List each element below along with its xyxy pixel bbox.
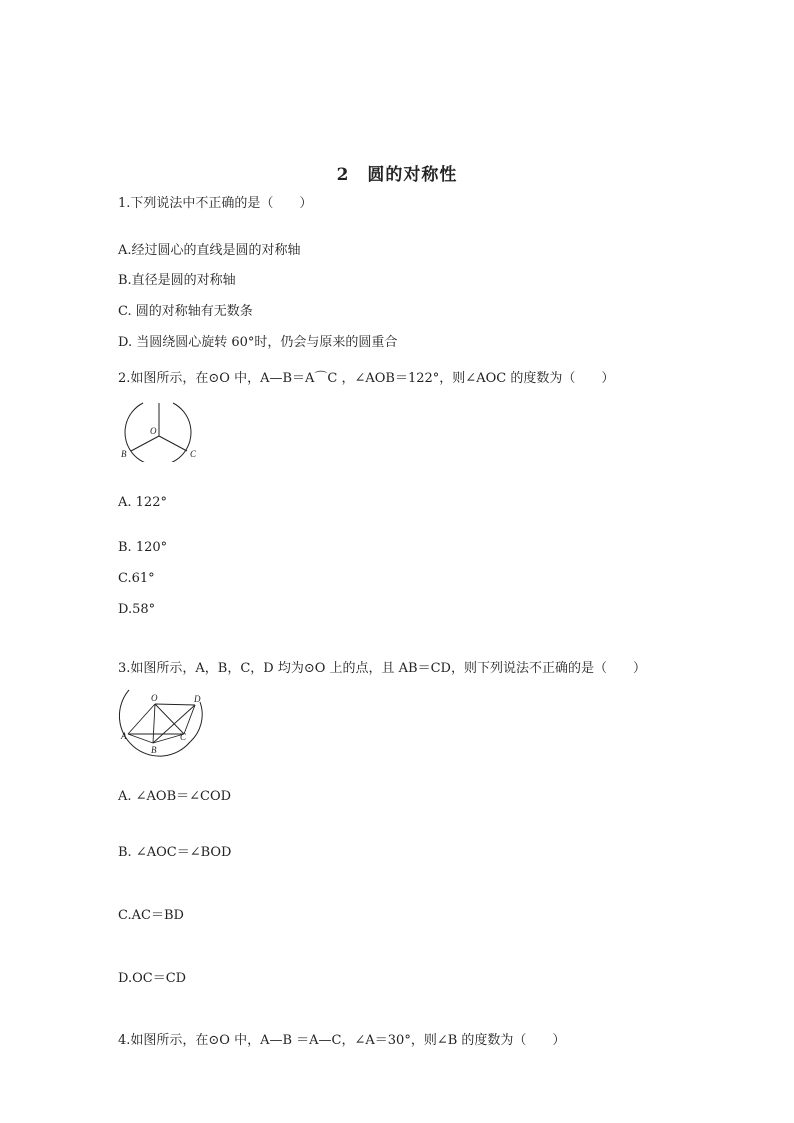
question-2-option-b: B. 120° bbox=[118, 540, 168, 555]
question-3-figure bbox=[118, 688, 210, 762]
figure-label-b: B bbox=[121, 449, 127, 459]
figure-label-b: B bbox=[151, 745, 157, 755]
figure-label-o: O bbox=[151, 693, 158, 703]
question-2-figure bbox=[118, 400, 200, 466]
question-3-option-a: A. ∠AOB＝∠COD bbox=[118, 789, 232, 804]
question-2-option-a: A. 122° bbox=[118, 495, 167, 510]
question-1-stem: 1.下列说法中不正确的是（ ） bbox=[118, 196, 313, 211]
figure-label-c: C bbox=[190, 449, 197, 459]
figure-label-c: C bbox=[180, 732, 187, 742]
question-1-option-d: D. 当圆绕圆心旋转 60°时，仍会与原来的圆重合 bbox=[118, 335, 398, 350]
figure-label-d: D bbox=[194, 694, 201, 704]
question-3-option-d: D.OC＝CD bbox=[118, 971, 187, 986]
question-2-stem: 2.如图所示，在⊙O 中，A—B＝A⌒C ，∠AOB＝122°，则∠AOC 的度数为（ ） bbox=[118, 371, 615, 386]
page-title: 2 圆的对称性 bbox=[336, 165, 458, 185]
question-2-option-c: C.61° bbox=[118, 571, 155, 586]
figure-label-o: O bbox=[150, 426, 157, 436]
question-3-option-c: C.AC＝BD bbox=[118, 908, 184, 923]
question-3-stem: 3.如图所示，A，B，C，D 均为⊙O 上的点，且 AB＝CD，则下列说法不正确的是（ ） bbox=[118, 661, 646, 676]
question-1-option-b: B.直径是圆的对称轴 bbox=[118, 273, 236, 288]
question-4-stem: 4.如图所示，在⊙O 中，A—B ＝A—C，∠A＝30°，则∠B 的度数为（ ） bbox=[118, 1033, 566, 1048]
question-1-option-c: C. 圆的对称轴有无数条 bbox=[118, 304, 253, 319]
figure-label-a: A bbox=[121, 731, 127, 741]
question-1-option-a: A.经过圆心的直线是圆的对称轴 bbox=[118, 243, 301, 258]
question-3-option-b: B. ∠AOC＝∠BOD bbox=[118, 845, 232, 860]
question-2-option-d: D.58° bbox=[118, 602, 156, 617]
